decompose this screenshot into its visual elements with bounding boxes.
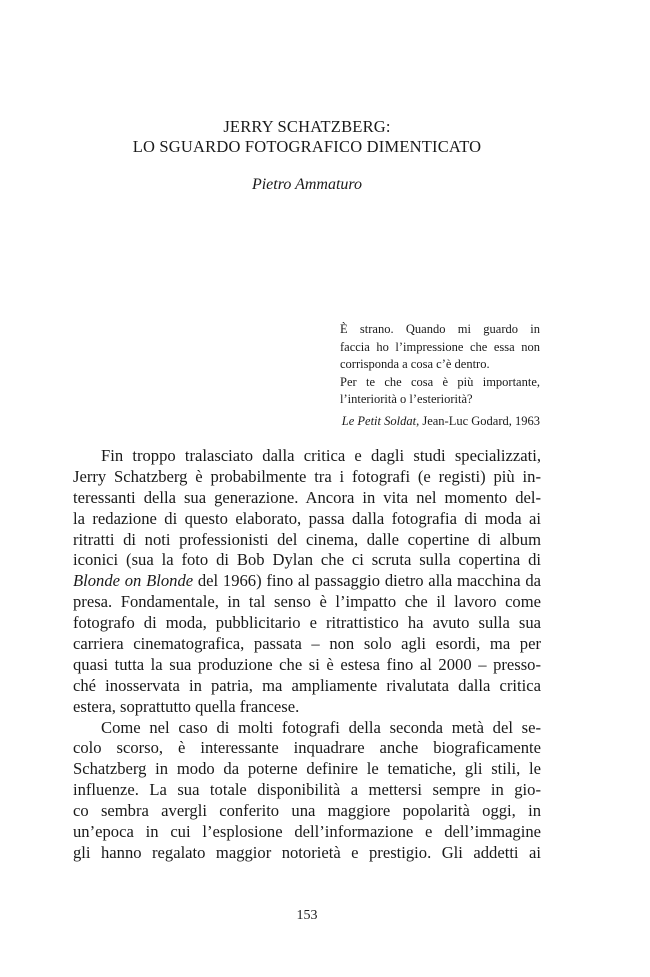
body-text <box>73 446 541 864</box>
text-line: ché inosservata in patria, ma ampliamente rivalutata dalla critica <box>73 675 541 695</box>
epigraph-line: È strano. Quando mi guardo in <box>340 322 540 336</box>
text-line: influenze. La sua totale disponibilità a mettersi sempre in gio- <box>73 780 541 800</box>
text-line: quasi tutta la sua produzione che si è estesa fino al 2000 – presso- <box>73 654 541 674</box>
text-line: Jerry Schatzberg è probabilmente tra i fotografi (e registi) più in- <box>73 466 541 486</box>
page-number: 153 <box>296 908 318 923</box>
epigraph-source-film: Le Petit Soldat <box>341 413 417 428</box>
text-line: gli hanno regalato maggior notorietà e prestigio. Gli addetti ai <box>73 842 541 862</box>
album-title: Blonde on Blonde <box>73 571 194 591</box>
epigraph-line: l’interiorità o l’esteriorità? <box>340 392 473 406</box>
epigraph-source <box>340 413 540 431</box>
author-name: Pietro Ammaturo <box>251 176 363 193</box>
text-line: iconici (sua la foto di Bob Dylan che ci scruta sulla copertina di <box>73 550 541 570</box>
text-line <box>73 571 541 592</box>
text-line: co sembra avergli conferito una maggiore popolarità oggi, in <box>73 801 541 821</box>
chapter-title-line-2: LO SGUARDO FOTOGRAFICO DIMENTICATO <box>132 137 482 156</box>
text-line: Come nel caso di molti fotografi della seconda metà del se- <box>101 717 541 737</box>
chapter-title-line-1: JERRY SCHATZBERG: <box>223 117 391 136</box>
text-line: teressanti della sua generazione. Ancora in vita nel momento del- <box>73 487 541 507</box>
text-line: carriera cinematografica, passata – non solo agli esordi, ma per <box>73 634 541 654</box>
text-line: colo scorso, è interessante inquadrare anche biograficamente <box>73 738 541 758</box>
text-line: estera, soprattutto quella francese. <box>73 696 300 716</box>
text-line: la redazione di questo elaborato, passa dalla fotografia di moda ai <box>73 508 541 528</box>
text-line: Schatzberg in modo da poterne definire le tematiche, gli stili, le <box>73 759 541 779</box>
text-line-rest: del 1966) fino al passaggio dietro alla macchina da <box>193 571 541 591</box>
epigraph-line: faccia ho l’impressione che essa non <box>340 339 540 354</box>
text-line: ritratti di noti professionisti del cinema, dalle copertine di album <box>73 529 541 549</box>
epigraph <box>340 321 540 430</box>
epigraph-source-credit: , Jean-Luc Godard, 1963 <box>416 413 540 428</box>
text-line: presa. Fondamentale, in tal senso è l’impatto che il lavoro come <box>73 592 541 612</box>
text-line: Fin troppo tralasciato dalla critica e dagli studi specializzati, <box>101 446 541 465</box>
epigraph-line: corrisponda a cosa c’è dentro. <box>340 357 490 371</box>
text-line: un’epoca in cui l’esplosione dell’informazione e dell’immagine <box>73 822 541 842</box>
text-line: fotografo di moda, pubblicitario e ritrattistico ha avuto sulla sua <box>73 613 541 633</box>
epigraph-line: Per te che cosa è più importante, <box>340 374 540 389</box>
